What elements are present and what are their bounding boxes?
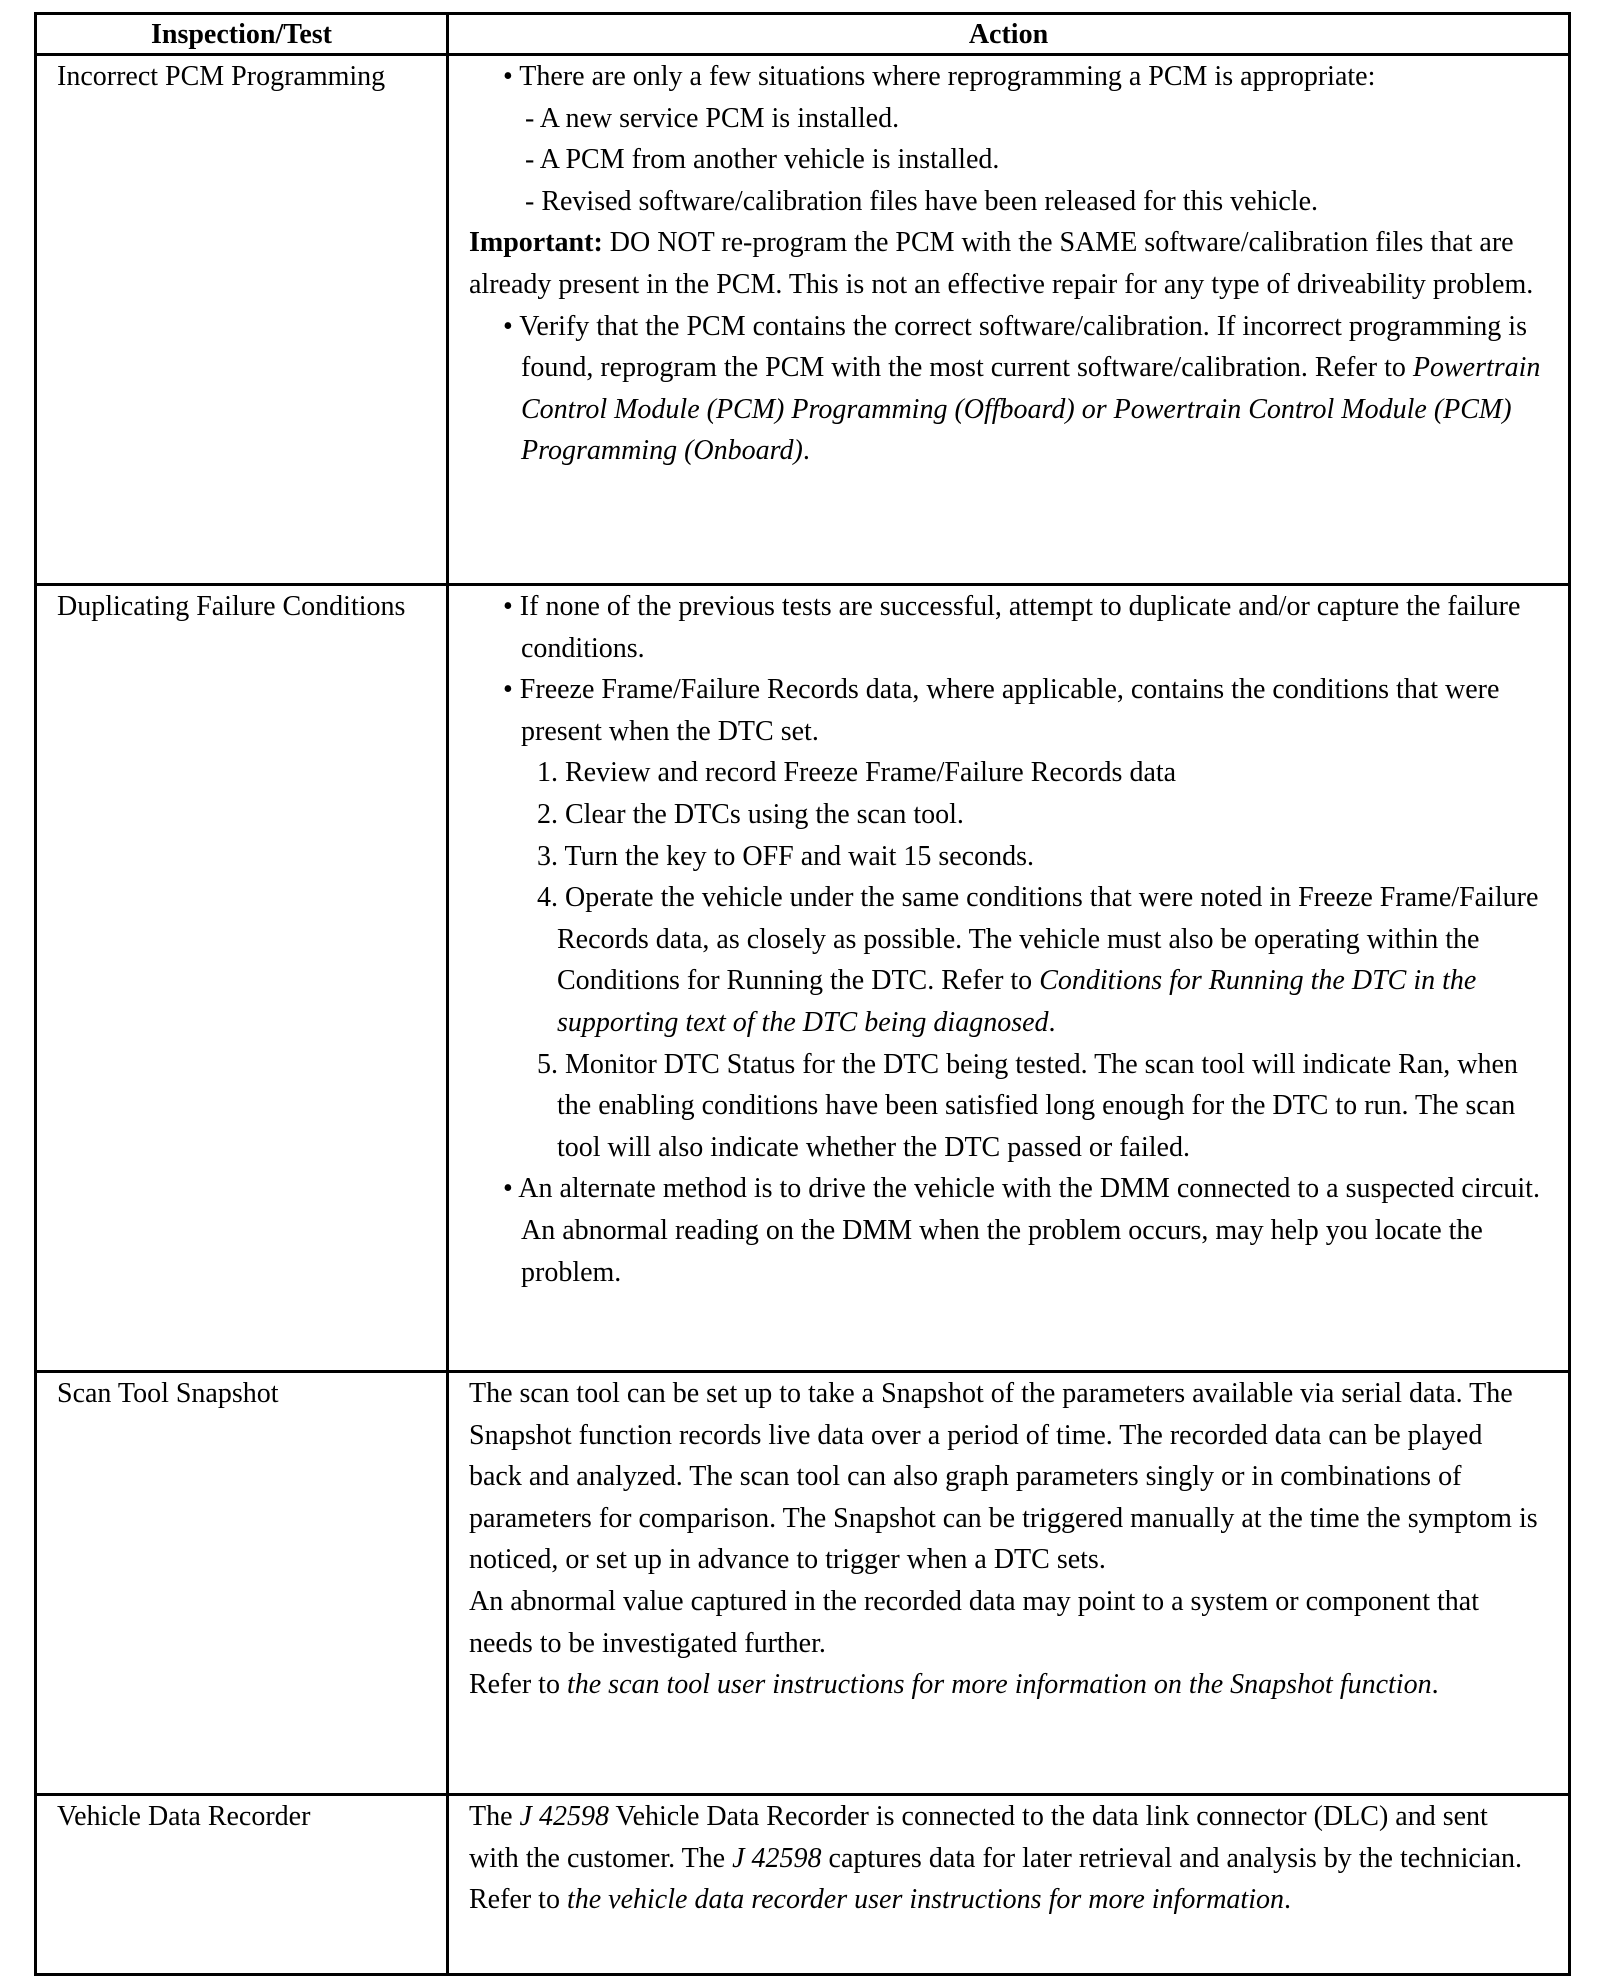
conditions-reference[interactable]: Conditions for Running the DTC in the supporting text of the DTC being diagnosed	[557, 965, 1477, 1038]
important-note	[469, 222, 1542, 305]
paragraph: The scan tool can be set up to take a Snapshot of the parameters available via serial data. The Snapshot function records live data over a period of time. The recorded data can be played back and analyzed. The scan tool can also graph parameters singly or in combinations of parameters for comparison. The Snapshot can be triggered manually at the time the symptom is noticed, or set up in advance to trigger when a DTC sets.	[469, 1378, 1538, 1576]
paragraph	[469, 1664, 1542, 1706]
sentence-end: .	[802, 435, 810, 467]
table-row	[36, 1372, 1570, 1795]
table-row	[36, 1795, 1570, 1975]
test-name: Incorrect PCM Programming	[36, 55, 448, 585]
step-text: 4. Operate the vehicle under the same conditions that were noted in Freeze Frame/Failure Records data, as closely as possible. The vehicle must also be operating within the Conditions for Running the DTC. Refer to	[537, 882, 1539, 997]
header-inspection-test: Inspection/Test	[36, 14, 448, 55]
list-item: • Freeze Frame/Failure Records data, where applicable, contains the conditions that were present when the DTC set.	[503, 674, 1500, 747]
list-item	[469, 306, 1542, 472]
tool-number-link[interactable]: J 42598	[519, 1801, 609, 1832]
important-text: DO NOT re-program the PCM with the SAME software/calibration files that are already present in the PCM. This is not an effective repair for any type of driveability problem.	[469, 227, 1534, 300]
list-item: • An alternate method is to drive the vehicle with the DMM connected to a suspected circuit. An abnormal reading on the DMM when the problem occurs, may help you locate the problem.	[503, 1173, 1540, 1288]
bullet-text: • Verify that the PCM contains the correct software/calibration. If incorrect programming is found, reprogram the PCM with the most current software/calibration. Refer to	[503, 310, 1527, 384]
table-header-row	[36, 14, 1570, 55]
important-label: Important:	[469, 227, 603, 259]
action-cell	[448, 55, 1570, 585]
numbered-step: 1. Review and record Freeze Frame/Failure Records data	[537, 757, 1177, 789]
test-name: Vehicle Data Recorder	[36, 1795, 448, 1975]
sentence-end: .	[1284, 1884, 1291, 1916]
list-item: - A PCM from another vehicle is installed.	[525, 144, 1000, 176]
test-name: Duplicating Failure Conditions	[36, 585, 448, 1372]
paragraph-text: captures data for later retrieval and analysis by the technician. Refer to	[469, 1842, 1523, 1916]
list-item: - Revised software/calibration files have been released for this vehicle.	[525, 185, 1319, 217]
paragraph: An abnormal value captured in the recorded data may point to a system or component that needs to be investigated further.	[469, 1585, 1480, 1659]
table-row	[36, 585, 1570, 1372]
list-item: • If none of the previous tests are successful, attempt to duplicate and/or capture the failure conditions.	[503, 591, 1521, 664]
paragraph-text: Vehicle Data Recorder is connected to the data link connector (DLC) and sent with the customer. The	[469, 1801, 1488, 1874]
inspection-table	[34, 12, 1571, 1976]
list-item: • There are only a few situations where reprogramming a PCM is appropriate:	[503, 61, 1376, 92]
tool-number-link[interactable]: J 42598	[732, 1842, 822, 1874]
action-cell	[448, 1795, 1570, 1975]
sentence-end: .	[1431, 1669, 1439, 1701]
numbered-step: 5. Monitor DTC Status for the DTC being tested. The scan tool will indicate Ran, when the enabling conditions have been satisfied long enough for the DTC to run. The scan tool will also indicate whether the DTC passed or failed.	[537, 1048, 1518, 1163]
action-cell	[448, 1372, 1570, 1795]
paragraph-text: The	[469, 1801, 520, 1832]
action-cell	[448, 585, 1570, 1372]
test-name: Scan Tool Snapshot	[36, 1372, 448, 1795]
sentence-end: .	[1048, 1006, 1056, 1038]
table-row	[36, 55, 1570, 585]
recorder-instructions-reference[interactable]: the vehicle data recorder user instructions for more information	[566, 1884, 1284, 1916]
list-item: - A new service PCM is installed.	[525, 102, 900, 134]
paragraph-text: Refer to	[469, 1669, 567, 1701]
pcm-programming-reference[interactable]: Powertrain Control Module (PCM) Programming (Offboard) or Powertrain Control Module (PCM) Programming (Onboard)	[521, 352, 1541, 467]
numbered-step	[469, 877, 1542, 1043]
paragraph	[469, 1796, 1542, 1921]
scan-tool-instructions-reference[interactable]: the scan tool user instructions for more information on the Snapshot function	[566, 1669, 1432, 1701]
numbered-step: 3. Turn the key to OFF and wait 15 seconds.	[537, 840, 1034, 872]
header-action: Action	[448, 14, 1570, 55]
numbered-step: 2. Clear the DTCs using the scan tool.	[537, 798, 964, 830]
